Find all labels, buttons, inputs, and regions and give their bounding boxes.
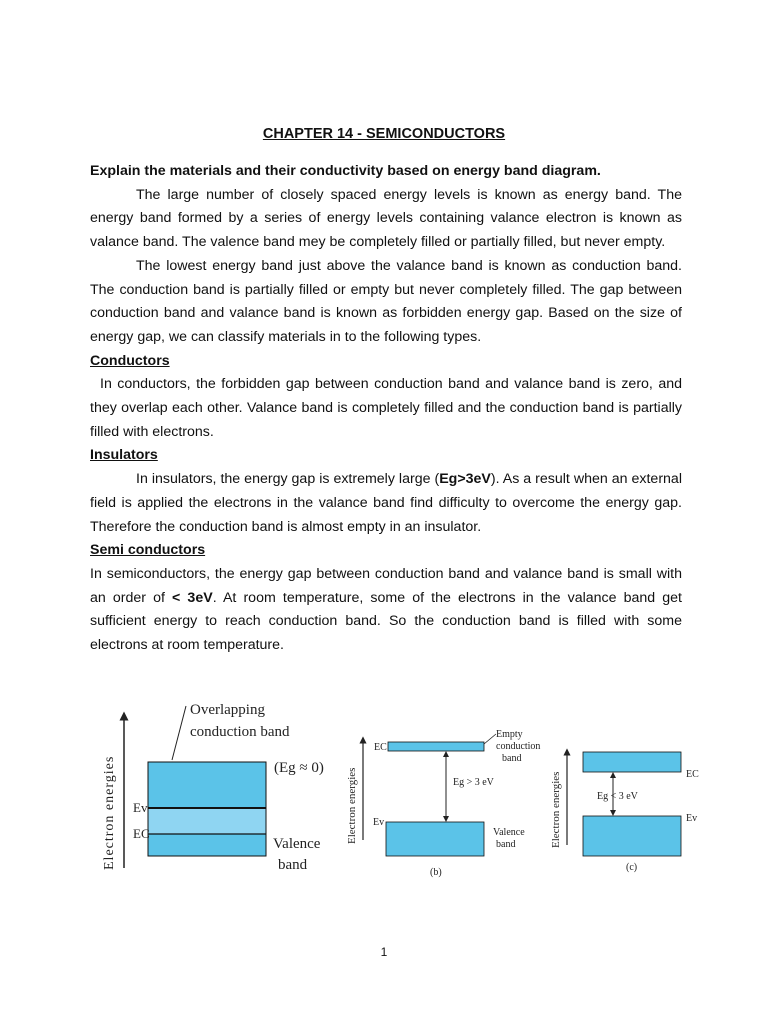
overlap-region-a bbox=[148, 808, 266, 834]
paragraph-energy-band: The large number of closely spaced energy levels is known as energy band. The energy band formed by a series of energy levels containing valance electron is known as valance band. The valence band mey be completely filled or partially filled, but never empty. bbox=[90, 186, 682, 251]
valence-band-c bbox=[583, 816, 681, 856]
ev-label-a: Ev bbox=[133, 800, 148, 815]
ec-label-a: EC bbox=[133, 826, 150, 841]
insulators-gap-value: Eg>3eV bbox=[439, 471, 491, 488]
valence-label-a-line2: band bbox=[278, 857, 308, 873]
axis-label-c: Electron energies bbox=[550, 771, 562, 848]
heading-semiconductors: Semi conductors bbox=[90, 542, 206, 559]
ec-label-c: EC bbox=[686, 769, 699, 780]
empty-label-line2: conduction bbox=[496, 741, 541, 752]
page-number: 1 bbox=[380, 945, 388, 959]
insulators-text-1: In insulators, the energy gap is extremely large ( bbox=[136, 471, 440, 488]
valence-label-b-line2: band bbox=[496, 839, 516, 850]
chapter-title: CHAPTER 14 - SEMICONDUCTORS bbox=[262, 126, 506, 142]
gap-label-b: Eg > 3 eV bbox=[453, 777, 494, 788]
paragraph-conductors: In conductors, the forbidden gap between conduction band and valance band is zero, and they overlap each other. Valance band is completely filled and the conduction band is partially filled with electrons. bbox=[90, 376, 682, 440]
diagram-conductor bbox=[102, 702, 324, 873]
ev-label-b: Ev bbox=[373, 817, 385, 828]
body-text bbox=[90, 160, 682, 658]
empty-label-line1: Empty bbox=[496, 729, 523, 740]
conduction-band-c bbox=[583, 752, 681, 772]
diagram-insulator bbox=[346, 729, 540, 878]
paragraph-semiconductors bbox=[90, 563, 682, 658]
caption-b: (b) bbox=[430, 867, 442, 878]
conduction-band-a bbox=[148, 762, 266, 808]
semiconductors-text-1: In semiconductors, the energy gap between conduction band and valance band is small with an order of bbox=[90, 565, 682, 606]
band-diagram-svg bbox=[0, 680, 768, 890]
energy-band-diagrams bbox=[0, 680, 768, 890]
valence-label-a-line1: Valence bbox=[273, 836, 321, 852]
axis-label-a: Electron energies bbox=[102, 755, 117, 870]
gap-label-a: (Eg ≈ 0) bbox=[274, 760, 324, 776]
valence-band-a bbox=[148, 834, 266, 856]
overlap-label-line2: conduction band bbox=[190, 724, 290, 740]
insulators-text-2: ). As a result when an external field is applied the electrons in the valance band find difficulty to overcome the energy gap. Therefore the conduction band is almost empty in an insulator. bbox=[90, 471, 682, 535]
axis-label-b: Electron energies bbox=[346, 767, 358, 844]
empty-label-line3: band bbox=[502, 753, 522, 764]
overlap-label-line1: Overlapping bbox=[190, 702, 265, 718]
semiconductors-gap-value: < 3eV bbox=[172, 589, 213, 606]
overlap-pointer-a bbox=[172, 706, 186, 760]
semiconductors-text-2: . At room temperature, some of the electrons in the valance band get sufficient energy to reach conduction band. So the conduction band is filled with some electrons at room temperature. bbox=[90, 589, 682, 654]
heading-conductors: Conductors bbox=[90, 352, 170, 369]
valence-label-b-line1: Valence bbox=[493, 827, 525, 838]
diagram-semiconductor bbox=[550, 752, 699, 873]
conduction-band-b bbox=[388, 742, 484, 751]
paragraph-insulators bbox=[90, 468, 682, 539]
ev-label-c: Ev bbox=[686, 813, 698, 824]
ec-label-b: EC bbox=[374, 742, 387, 753]
empty-pointer-b bbox=[484, 734, 496, 744]
caption-c: (c) bbox=[626, 862, 638, 873]
paragraph-conduction-band: The lowest energy band just above the valance band is known as conduction band. The conduction band is partially filled or empty but never completely filled. The gap between conduction band and valance band is known as forbidden energy gap. Based on the size of energy gap, we can classify materials in to the following types. bbox=[90, 257, 682, 345]
question-heading: Explain the materials and their conductivity based on energy band diagram. bbox=[90, 163, 601, 179]
heading-insulators: Insulators bbox=[90, 447, 158, 464]
valence-band-b bbox=[386, 822, 484, 856]
gap-label-c: Eg < 3 eV bbox=[597, 791, 638, 802]
